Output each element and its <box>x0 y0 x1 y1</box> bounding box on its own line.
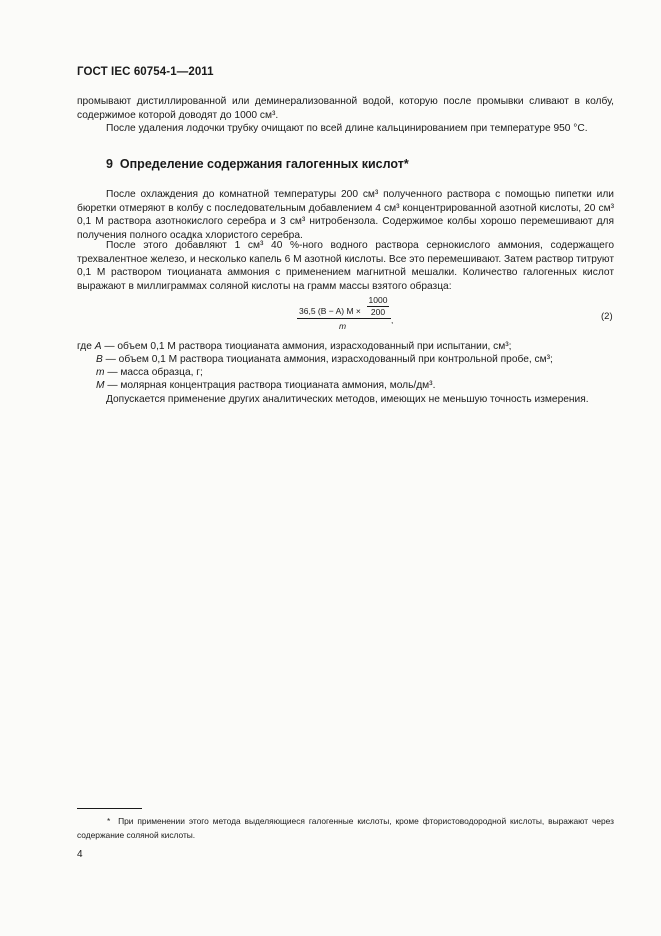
footnote <box>77 815 614 842</box>
where-item <box>96 366 203 380</box>
section-title: Определение содержания галогенных кислот* <box>119 157 409 171</box>
document-header: ГОСТ IEC 60754-1—2011 <box>77 66 214 78</box>
formula-2 <box>297 296 395 334</box>
where-symbol: A <box>94 341 102 352</box>
where-text: — объем 0,1 М раствора тиоцианата аммония, израсходованный при испытании, см³; <box>104 341 512 352</box>
footnote-rule <box>77 808 142 809</box>
where-item <box>96 353 553 367</box>
section-paragraph-2: После этого добавляют 1 см³ 40 %-ного водного раствора сернокислого аммония, содержащего трехвалентное железо, и несколько капель 6 М азотной кислоты. Все это перемешивают. Затем раствор титруют 0,1 М раствором тиоцианата аммония с применением магнитной мешалки. Количество галогенных кислот выражают в миллиграммах соляной кислоты на грамм массы взятого образца: <box>77 240 614 292</box>
where-symbol: B <box>96 354 103 365</box>
footnote-mark: * <box>107 816 111 826</box>
where-symbol: M <box>96 380 105 391</box>
equation-number: (2) <box>601 311 613 322</box>
where-symbol: m <box>96 367 105 378</box>
where-text: — масса образца, г; <box>107 367 203 378</box>
page-number: 4 <box>77 849 83 860</box>
section-paragraph-1: После охлаждения до комнатной температуры 200 см³ полученного раствора с помощью пипетки или бюретки отмеряют в колбу с последовательным добавлением 4 см³ концентрированной азотной кислоты, 20 см³ 0,1 М раствора азотнокислого серебра и 3 см³ нитробензола. Содержимое колбы хорошо перемешивают для получения полного осадка хлористого серебра. <box>77 189 614 241</box>
closing-paragraph: Допускается применение других аналитических методов, имеющих не меньшую точность измерения. <box>106 394 589 405</box>
formula-denominator: m <box>339 321 347 331</box>
section-number: 9 <box>106 157 113 171</box>
where-lead: где <box>77 341 92 352</box>
footnote-text: При применении этого метода выделяющиеся галогенные кислоты, кроме фтористоводородной кислоты, выражают через содержание соляной кислоты. <box>77 816 614 840</box>
where-item <box>77 340 512 354</box>
where-item <box>96 379 435 393</box>
formula-ratio-top: 1000 <box>368 295 388 305</box>
formula-ratio-bottom: 200 <box>370 307 386 317</box>
formula-numerator: 36,5 (B − A) M × <box>299 306 361 316</box>
formula-comma: , <box>391 315 394 325</box>
formula-ratio <box>367 296 389 317</box>
where-text: — молярная концентрация раствора тиоцианата аммония, моль/дм³. <box>107 380 436 391</box>
intro-paragraph-1: промывают дистиллированной или деминерализованной водой, которую после промывки сливают в колбу, содержимое которой доводят до 1000 см³. <box>77 96 614 121</box>
where-text: — объем 0,1 М раствора тиоцианата аммония, израсходованный при контрольной пробе, см³; <box>105 354 553 365</box>
intro-paragraph-2: После удаления лодочки трубку очищают по всей длине кальцинированием при температуре 950 °С. <box>106 123 588 134</box>
formula-fraction-bar <box>297 318 391 319</box>
section-heading <box>106 157 409 171</box>
